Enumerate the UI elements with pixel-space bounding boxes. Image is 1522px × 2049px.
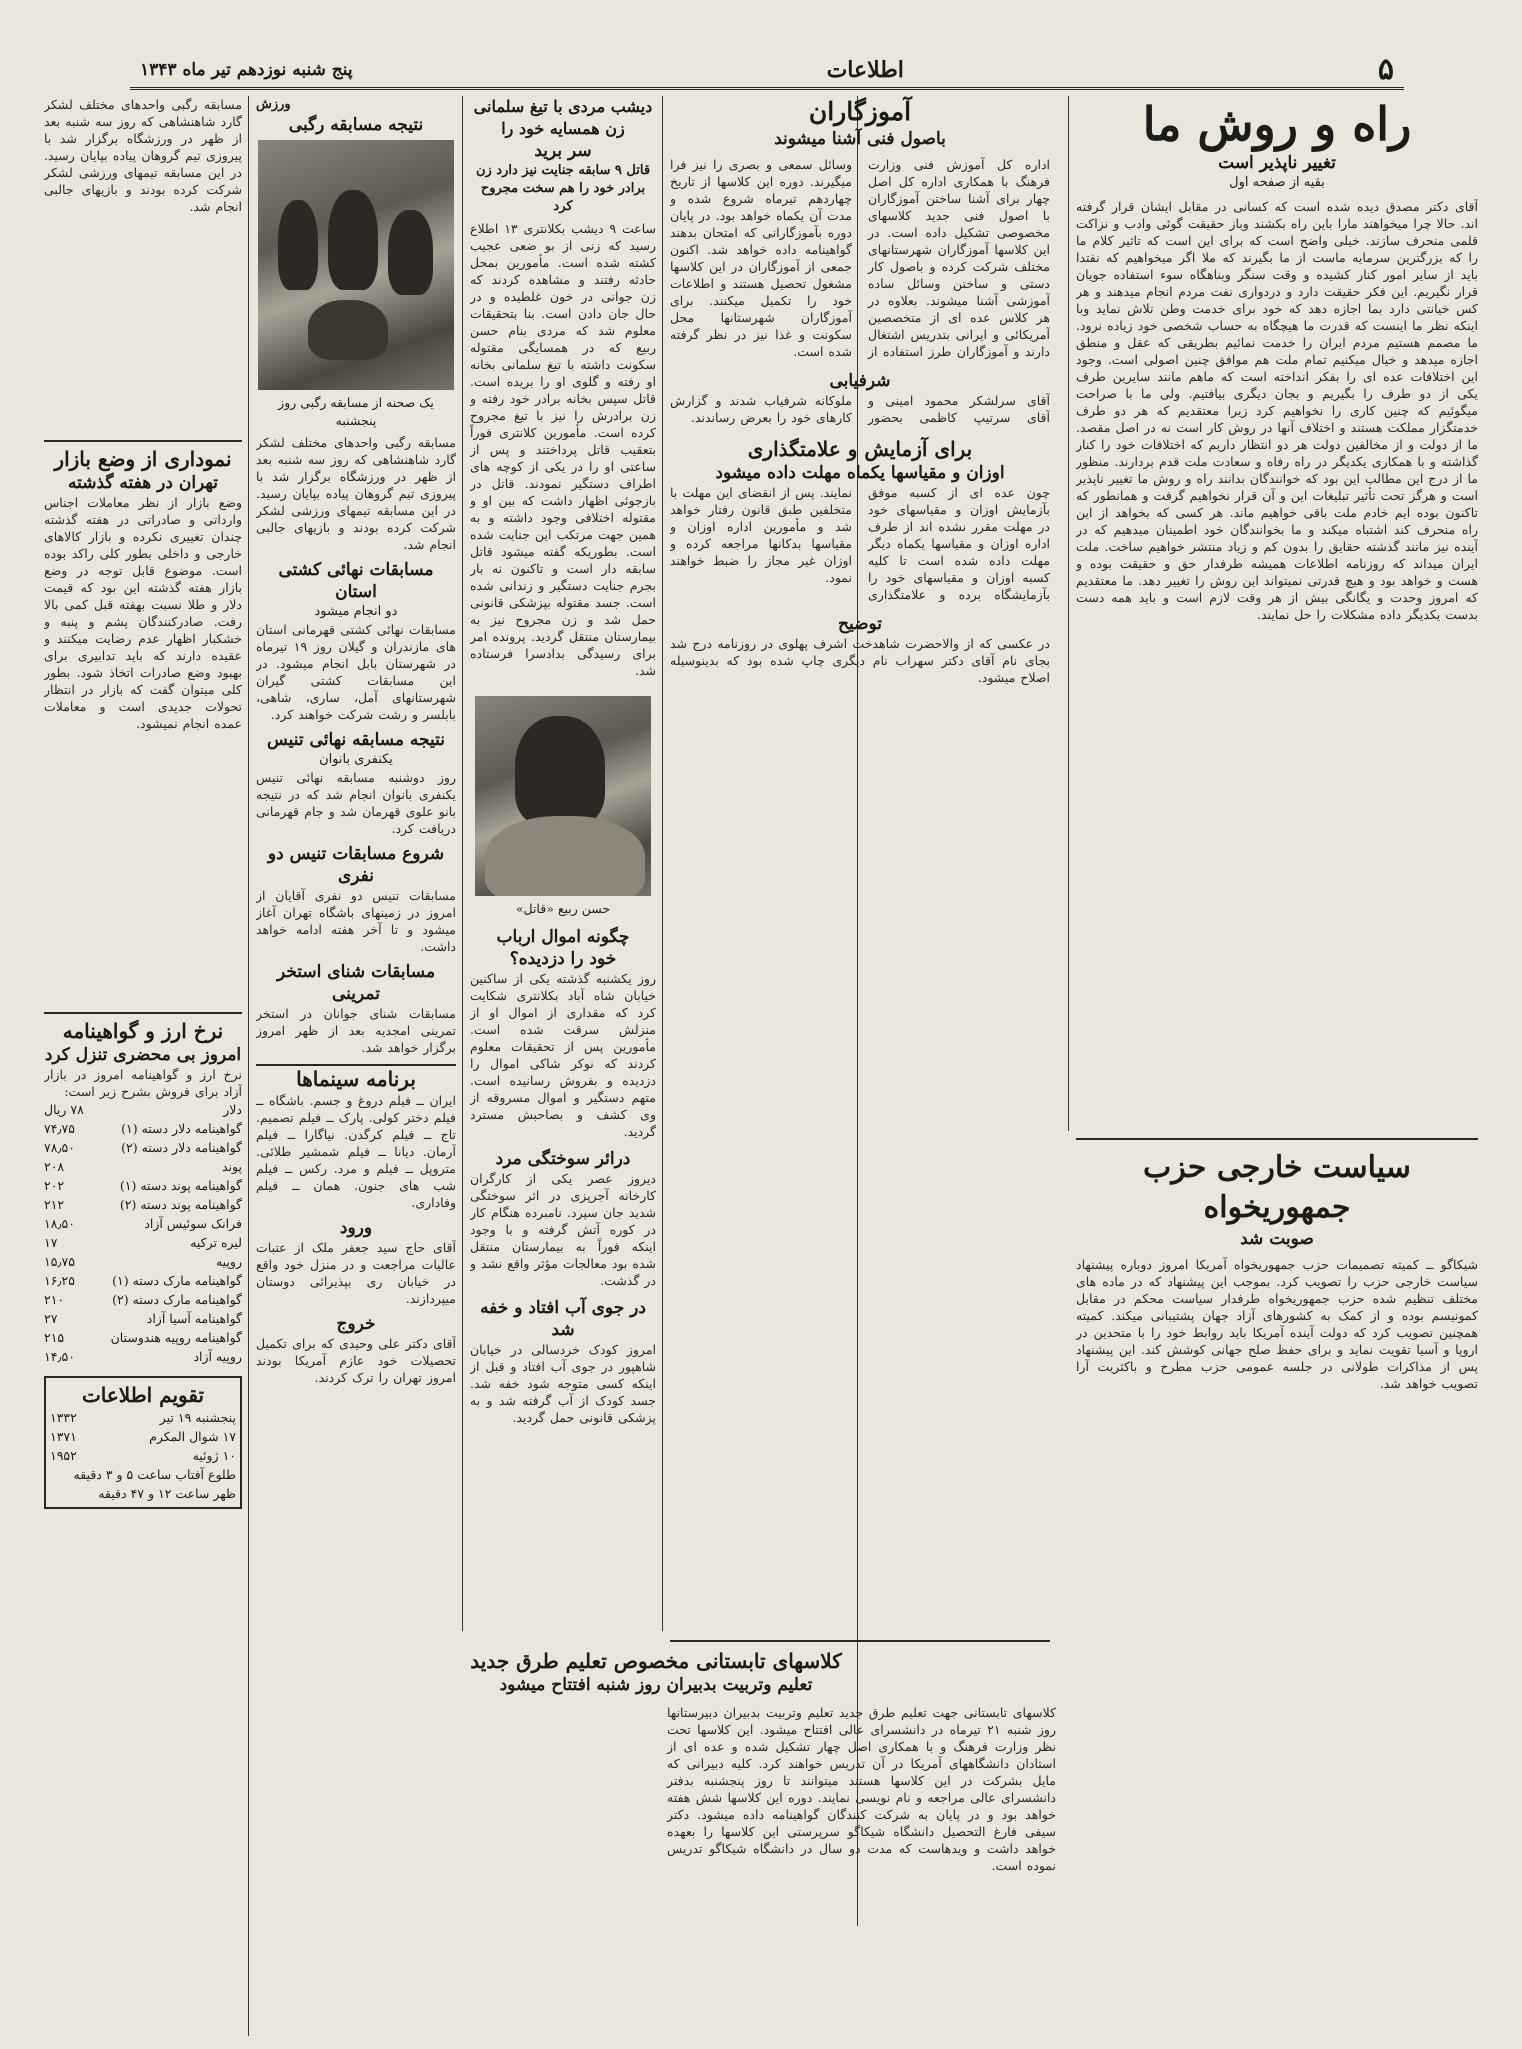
rates-list [44, 1100, 242, 1366]
rate-value: ۲۱۲ [44, 1197, 65, 1212]
rates-subtitle: امروز بی محضری تنزل کرد [44, 1045, 242, 1065]
column-rule [662, 96, 663, 1631]
swimming-title: مسابقات شنای استخر تمرینی [276, 962, 436, 1004]
left-top-column [44, 96, 242, 432]
doubles-title: شروع مسابقات تنیس دو نفری [267, 844, 445, 886]
section-divider [670, 1640, 1050, 1642]
summer-classes-title: کلاسهای تابستانی مخصوص تعلیم طرق جدید [470, 1649, 842, 1673]
rate-value: ۲۰۲ [44, 1178, 65, 1193]
calendar-list [50, 1408, 236, 1503]
departure-title: خروج [336, 1314, 376, 1334]
calendar-box [44, 1376, 242, 1509]
crime-column [470, 96, 656, 1631]
rate-value: ۲۰۸ [44, 1159, 65, 1174]
republican-policy-subtitle: صوبت شد [1240, 1229, 1314, 1249]
rate-label: فرانک سوئیس آزاد [144, 1216, 242, 1231]
weights-subtitle: اوزان و مقیاسها یکماه مهلت داده میشود [715, 463, 1005, 483]
rate-row [44, 1309, 242, 1328]
rate-label: ۱۷ شوال المکرم [149, 1429, 236, 1444]
theft-subtitle: خود را دزدیده؟ [509, 949, 617, 969]
rates-intro: نرخ ارز و گواهینامه امروز در بازار آزاد برای فروش بشرح زیر است: [44, 1067, 242, 1099]
theft-title: چگونه اموال ارباب [496, 927, 630, 947]
player-shape [328, 190, 378, 290]
teachers-body: اداره کل آموزش فنی وزارت فرهنگ با همکاری اداره کل اصل چهار برای آشنا ساختن آموزگاران با اصول فنی جدید کلاسهای مخصوصی تشکیل داده است. در این کلاسها آموزگاران شهرستانهای مختلف شرکت کرده و باصول کار دستی و ساختن وسائل ساده آموزشی آشنا میشوند. بعلاوه در هر کلاس عده ای از متخصصین آمریکائی و ایرانی بتدریس اشتغال دارند و آموزگاران طرز استفاده از وسائل سمعی و بصری را نیز فرا میگیرند. دوره این کلاسها از تاریخ چهاردهم تیرماه شروع شده و مدت آن یکماه خواهد بود. در پایان دوره بآموزگارانی که امتحان بدهند گواهینامه داده خواهد شد. اکنون جمعی از آموزگاران در این کلاسها مشغول تحصیل هستند و اطلاعات خود را تکمیل میکنند. برای آموزگاران شهرستانها محل سکونت و غذا نیز در نظر گرفته شده است. [670, 157, 1050, 359]
wrestling-body: مسابقات نهائی کشتی قهرمانی استان های مازندران و گیلان روز ۱۹ تیرماه در شهرستان بابل انجام میشود. در این مسابقات کشتی گیران شهرستانهای آمل، ساری، شاهی، بابلسر و رشت شرکت خواهند کرد. [256, 622, 456, 722]
rate-row [44, 1347, 242, 1366]
rate-value: ۱۶٫۲۵ [44, 1273, 75, 1288]
rate-label: دلار [223, 1102, 242, 1117]
rate-row [44, 1176, 242, 1195]
wrestling-title: مسابقات نهائی کشتی استان [278, 560, 434, 602]
issue-date: پنج شنبه نوزدهم تیر ماه ۱۳۴۳ [140, 59, 353, 80]
suspect-head-shape [515, 716, 605, 826]
republican-policy-article [1076, 1148, 1478, 2038]
rate-value: ۱۴٫۵۰ [44, 1349, 75, 1364]
market-column [44, 440, 242, 2040]
arrival-body: آقای حاج سید جعفر ملک از عتبات عالیات مراجعت و در منزل خود واقع در خیابان ری بپذیرائی دوستان میپردازند. [256, 1240, 456, 1306]
editorial-title: راه و روش ما [1142, 97, 1412, 151]
crime-title: دیشب مردی با تیغ سلمانی زن همسایه خود را [473, 97, 653, 138]
arrival-title: ورود [339, 1218, 373, 1238]
cinema-title: برنامه سینماها [256, 1064, 456, 1092]
summer-classes-body: کلاسهای تابستانی جهت تعلیم طرق جدید تعلیم وتربیت بدبیران دبیرستانها روز شنبه ۲۱ تیرماه در دانشسرای عالی افتتاح میشود. این کلاسها تحت نظر وزارت فرهنگ و با همکاری اصل چهار تشکیل شده و عده ای از استادان دانشگاههای آمریکا در آن تدریس خواهند کرد. کلیه دبیرانی که مایل بشرکت در این کلاسها هستند میتوانند تا روز پنجشنبه بدفتر دانشسرای عالی مراجعه و نام نویسی نمایند. دوره این کلاسها شش هفته خواهد بود و در پایان به شرکت کنندگان گواهینامه داده میشود. دکتر سیفی فارغ التحصیل دانشگاه شیکاگو سرپرستی این کلاسها را بعهده خواهد داشت و ویدهاست که مدت دو سال در دانشگاه شیکاگو تدریس نموده است. [667, 1705, 1056, 1873]
rate-row [50, 1408, 236, 1427]
left-top-body: مسابقه رگبی واحدهای مختلف لشکر گارد شاهنشاهی که روز سه شنبه بعد از ظهر در ورزشگاه برگزار شد با پیروزی تیم گروهان پیاده بپایان رسید. در این مسابقه تیمهای ورزشی لشکر شرکت کرده بودند و بازیهای جالبی انجام شد. [44, 97, 242, 214]
rugby-body: مسابقه رگبی واحدهای مختلف لشکر گارد شاهنشاهی که روز سه شنبه بعد از ظهر در ورزشگاه برگزار شد با پیروزی تیم گروهان پیاده بپایان رسید. در این مسابقه تیمهای ورزشی لشکر شرکت کرده بودند و بازیهای جالبی انجام شد. [256, 435, 456, 552]
rate-label: گواهینامه پوند دسته (۱) [119, 1178, 242, 1193]
rate-value: ۱۵٫۷۵ [44, 1254, 75, 1269]
calendar-title: تقویم اطلاعات [81, 1383, 205, 1407]
suspect-photo [475, 696, 651, 896]
theft-body: روز یکشنبه گذشته یکی از ساکنین خیابان شاه آباد بکلانتری شکایت کرد که مقداری از اموال او از منزلش سرقت شده است. مأمورین پس از تحقیقات معلوم کردند که نوکر شاکی اموال را دزدیده و بفروش رسانیده است. متهم دستگیر و اموال مسروقه از وی کشف و بصاحبش مسترد گردید. [470, 971, 656, 1139]
rate-label: گواهینامه مارک دسته (۲) [112, 1292, 242, 1307]
note-title: توضیح [837, 614, 883, 634]
masthead [130, 52, 1404, 90]
scrum-shape [308, 300, 388, 360]
cinema-body: ایران ــ فیلم دروغ و جسم. باشگاه ــ فیلم دختر کولی. پارک ــ فیلم تصمیم. تاج ــ فیلم کرگدن. نیاگارا ــ فیلم آرمان. دیانا ــ فیلم شمشیر طلائی. متروپل ــ فیلم و مرد. رکس ــ فیلم شب های جنون. همان ــ فیلم وفاداری. [256, 1093, 456, 1210]
editorial-subtitle: تغییر ناپذیر است [1218, 153, 1336, 173]
rate-label: گواهینامه مارک دسته (۱) [112, 1273, 242, 1288]
rate-label: گواهینامه روپیه هندوستان [110, 1330, 242, 1345]
editorial-continued: بقیه از صفحه اول [1229, 175, 1325, 190]
tennis-title: نتیجه مسابقه نهائی تنیس [266, 730, 446, 750]
rate-value: ۲۷ [44, 1311, 58, 1326]
page-number: ۵ [1377, 52, 1394, 87]
rate-value: ۷۴٫۷۵ [44, 1121, 75, 1136]
rate-label: پنجشنبه ۱۹ تیر [159, 1410, 236, 1425]
rate-row [50, 1465, 236, 1484]
tennis-subtitle: یکنفری بانوان [319, 752, 393, 767]
rugby-title: نتیجه مسابقه رگبی [288, 115, 424, 135]
column-rule [462, 96, 463, 1631]
crime-body: ساعت ۹ دیشب بکلانتری ۱۳ اطلاع رسید که زنی از بو ضعی عجیب کشته شده است. مأمورین بمحل حادثه رفتند و مشاهده کردند که زن جوانی در خون غلطیده و در حال جان دادن است. بنا بتحقیقات معلوم شد که مردی بنام حسن ربیع که در همسایگی مقتوله سکونت داشته با تیغ سلمانی بخانه او رفته و گلوی او را بریده است. قاتل سپس بخانه برادر خود رفته و زن برادرش را نیز با تیغ مجروح کرده است. مأمورین کلانتری فوراً بتعقیب قاتل پرداختند و پس از ساعتی او را در یکی از کوچه های اطراف دستگیر نمودند. قاتل در بازجوئی اظهار داشت که بین او و مقتوله اختلافی وجود داشته و به همین جهت مرتکب این جنایت شده است. بطوریکه گفته میشود قاتل سابقه دار است و تاکنون نه بار بجرم جنایت دستگیر و زندانی شده است. جسد مقتوله بپزشکی قانونی حمل شد و زن مجروح نیز به بیمارستان منتقل گردید. پرونده امر برای رسیدگی بدادسرا فرستاده شد. [470, 221, 656, 678]
market-body: وضع بازار از نظر معاملات اجناس وارداتی و صادراتی در هفته گذشته چندان تغییری نکرده و بازار کالاهای خارجی و داخلی بطور کلی راکد بوده است. موضوع قابل توجه در وضع بازار هفته گذشته این بود که قیمت دلار و طلا نسبت بهفته قبل کمی بالا رفت. صادرکنندگان پشم و پنبه و خشکبار اظهار عدم رضایت میکنند و عقیده دارند که باید تدابیری برای بهبود وضع صادرات اتخاذ شود. بطور کلی میتوان گفت که بازار در انتظار تحولات جدیدی است و معاملات عمده انجام نمیشود. [44, 495, 242, 731]
sports-column [256, 96, 456, 1631]
rate-label: لیره ترکیه [190, 1235, 242, 1250]
rate-label: طلوع آفتاب ساعت ۵ و ۳ دقیقه [73, 1467, 236, 1482]
departure-body: آقای دکتر علی وحیدی که برای تکمیل تحصیلات خود عازم آمریکا بودند امروز تهران را ترک کردند. [256, 1336, 456, 1385]
rate-label: گواهینامه دلار دسته (۱) [121, 1121, 242, 1136]
tennis-body: روز دوشنبه مسابقه نهائی تنیس یکنفری بانوان انجام شد که در نتیجه بانو علوی قهرمان شد و جام قهرمانی دریافت کرد. [256, 770, 456, 836]
swimming-body: مسابقات شنای جوانان در استخر تمرینی امجدیه بعد از ظهر امروز برگزار خواهد شد. [256, 1006, 456, 1055]
rate-value: ۱۸٫۵۰ [44, 1216, 75, 1231]
rate-row [44, 1233, 242, 1252]
summer-classes-article [256, 1648, 1056, 2028]
column-rule [248, 96, 249, 2036]
rate-label: روپیه آزاد [193, 1349, 242, 1364]
editorial-body: آقای دکتر مصدق دیده شده است که کسانی در مقابل ایشان قرار گرفته اند. حالا چرا میخواهند مارا باین راه بکشند وباز حقیقت گوئی وادب و نزاکت قلمی منحرف سازند. خیلی واضح است که برای این است که تاثیر کلام ما را که بزرگترین سرمایه ماست از ما بگیرند که ملا اگر میخواهیم که نفتدا باید از سایر امور کنار کشیده و وقت سنگر وبناهگاه سوء استفاده جویان قرار نگیریم. این فکر حقیقت دارد و دردواری نفت مردم انجام میدهند و هر کس خیانتی دارد بما اجازه دهد که خود برای خدمت وطن تلاش نماید وبا اینکه نظر ما اینست که قدرت ما هیچگاه به حساب شخصی خود زیاده نرود. ما مصمم هستیم مردم ایران را خدمت نمائیم بطریقی که عقل و منطق اجازه میدهد و خیال میکنیم تمام ملت هم موافق چنین اصولی است. وجود این اختلافات عده ای را بفکر انداخته است که ماهم مانند سایرین طرف یکی از دو طرف را بگیریم و بجان دیگری بیافتیم. ولی ما با صراحت میگوئیم که چنین کاری را نخواهیم کرد زیرا معتقدیم که هر دو طرف خدمتگزار مملکت هستند و اختلاف آنها در روش کار است نه در اصل مقصد. ما از دولت و از مخالفین دولت هر دو انتظار داریم که اختلافات خود را کنار گذاشته و با همکاری یکدیگر در راه رفاه و سعادت ملت قدم بردارند. منظور ما از درج این مطالب این بود که خوانندگان بدانند راه و روش ما تغییر ناپذیر است و هرگز تحت تأثیر تبلیغات این و آن قرار نخواهیم گرفت و همانطور که تاکنون بوده ایم خادم ملت باقی خواهیم ماند. هر کسی که بخواهد از این راه منحرف کند اشتباه میکند و ما بخوانندگان خود اطمینان میدهیم که در آینده نیز مانند گذشته حقایق را بدون کم و زیاد منتشر خواهیم ساخت. ملت ایران میداند که روزنامه اطلاعات همیشه طرفدار حق و حقیقت بوده و هست و خواهد بود و هیچ قدرتی نمیتواند این روش را تغییر دهد. ما معتقدیم که امروز وحدت و یگانگی بیش از هر وقت لازم است و باید همه دست بدست یکدیگر داده مشکلات را حل نمایند. [1076, 199, 1478, 622]
player-shape [388, 210, 433, 295]
doubles-body: مسابقات تنیس دو نفری آقایان از امروز در زمینهای باشگاه تهران آغاز میشود و تا آخر هفته ادامه خواهد داشت. [256, 888, 456, 954]
crime-subtitle: سر برید [534, 141, 592, 161]
section-divider [1076, 1138, 1478, 1140]
burn-body: دیروز عصر یکی از کارگران کارخانه آجرپزی در اثر سوختگی شدید جان سپرد. نامبرده هنگام کار در کوره آتش گرفته و با وجود اینکه فوراً به بیمارستان منتقل شده بود معالجات مؤثر واقع نشد و در گذشت. [470, 1171, 656, 1288]
rate-value: ۱۷ [44, 1235, 58, 1250]
column-rule [1068, 96, 1069, 1131]
republican-policy-body: شیکاگو ــ کمیته تصمیمات حزب جمهوریخواه آمریکا امروز دوباره پیشنهاد سیاست خارجی حزب را تصویب کرد. بموجب این پیشنهاد که در ماده های مختلف تنظیم شده حزب جمهوریخواه طرفدار سیاست محکم در مقابل کمونیسم بوده و از کمک به کشورهای آزاد جهان پشتیبانی میکند. کمیته همچنین تصویب کرد که دولت آینده آمریکا باید روابط خود را با متحدین در اروپا و آسیا تقویت نماید و برای حفظ صلح جهانی کوشش کند. این پیشنهاد پس از مذاکرات طولانی در جلسه عمومی حزب مطرح و باکثریت آرا تصویب خواهد شد. [1076, 1257, 1478, 1391]
suspect-body-shape [485, 816, 645, 896]
rates-title: نرخ ارز و گواهینامه [44, 1012, 242, 1044]
teachers-subtitle: باصول فنی آشنا میشوند [774, 129, 946, 149]
rate-row [44, 1252, 242, 1271]
audience-body: آقای سرلشکر محمود امینی و آقای سرتیپ کاظمی بحضور ملوکانه شرفیاب شدند و گزارش کارهای خود را بعرض رساندند. [670, 393, 1050, 425]
market-title: نموداری از وضع بازار [44, 440, 242, 472]
rate-row [44, 1214, 242, 1233]
rate-value: ۱۳۷۱ [50, 1429, 77, 1444]
wrestling-subtitle: دو انجام میشود [314, 604, 398, 619]
rate-row [50, 1446, 236, 1465]
drowning-body: امروز کودک خردسالی در خیابان شاهپور در جوی آب افتاد و قبل از اینکه کسی متوجه شود خفه شد. جسد کودک از آب گرفته شد و به پزشکی قانونی حمل گردید. [470, 1342, 656, 1425]
suspect-photo-caption: حسن ربیع «قاتل» [515, 901, 611, 916]
rate-value: ۷۸ ریال [44, 1102, 84, 1117]
weights-title: برای آزمایش و علامتگذاری [747, 437, 973, 461]
rate-label: گواهینامه پوند دسته (۲) [119, 1197, 242, 1212]
rate-row [44, 1290, 242, 1309]
rate-row [44, 1271, 242, 1290]
rate-row [50, 1427, 236, 1446]
newspaper-name: اطلاعات [826, 56, 904, 83]
rate-value: ۷۸٫۵۰ [44, 1140, 75, 1155]
weights-body: چون عده ای از کسبه موفق بآزمایش اوزان و مقیاسهای خود در مهلت مقرر نشده اند از طرف اداره اوزان و مقیاسها یکماه دیگر مهلت داده شده است تا کلیه کسبه اوزان و مقیاسهای خود را بآزمایشگاه برده و علامتگذاری نمایند. پس از انقضای این مهلت با متخلفین طبق قانون رفتار خواهد شد و مأمورین اداره اوزان و مقیاسها بدکانها مراجعه کرده و اوزان غیر مجاز را ضبط خواهند نمود. [670, 485, 1050, 602]
rate-label: ظهر ساعت ۱۲ و ۴۷ دقیقه [98, 1486, 236, 1501]
rate-row [44, 1119, 242, 1138]
market-subtitle: تهران در هفته گذشته [67, 473, 218, 493]
editorial-column [1076, 96, 1478, 1131]
player-shape [278, 200, 318, 290]
rate-value: ۱۳۳۲ [50, 1410, 77, 1425]
summer-classes-subtitle: تعلیم وتربیت بدبیران روز شنبه افتتاح میشود [499, 1675, 813, 1695]
rate-label: گواهینامه آسیا آزاد [146, 1311, 242, 1326]
teachers-title: آموزگاران [808, 97, 912, 126]
audience-title: شرفیابی [829, 371, 891, 391]
rate-row [44, 1195, 242, 1214]
rate-label: گواهینامه دلار دسته (۲) [121, 1140, 242, 1155]
burn-title: درائر سوختگی مرد [495, 1149, 631, 1169]
republican-policy-title: سیاست خارجی حزب جمهوریخواه [1143, 1150, 1411, 1225]
rate-row [50, 1484, 236, 1503]
rate-label: روپیه [215, 1254, 242, 1269]
rugby-photo [258, 140, 454, 390]
crime-deck: قاتل ۹ سابقه جنایت نیز دارد زن برادر خود را هم سخت مجروح کرد [475, 163, 651, 214]
rate-value: ۲۱۰ [44, 1292, 65, 1307]
rate-row [44, 1100, 242, 1119]
note-body: در عکسی که از والاحضرت شاهدخت اشرف پهلوی در روزنامه درج شد بجای نام آقای دکتر سهراب نام دیگری چاپ شده بود که بدینوسیله اصلاح میشود. [670, 636, 1050, 685]
rugby-photo-caption: یک صحنه از مسابقه رگبی روز پنجشنبه [278, 395, 434, 428]
sports-section-label: ورزش [256, 97, 291, 112]
rate-row [44, 1328, 242, 1347]
teachers-column [670, 96, 1050, 1631]
rate-value: ۲۱۵ [44, 1330, 65, 1345]
rate-label: ۱۰ ژوئیه [192, 1448, 236, 1463]
rate-label: پوند [222, 1159, 242, 1174]
drowning-title: در جوی آب افتاد و خفه شد [480, 1298, 646, 1340]
rate-row [44, 1138, 242, 1157]
rate-row [44, 1157, 242, 1176]
rate-value: ۱۹۵۲ [50, 1448, 77, 1463]
